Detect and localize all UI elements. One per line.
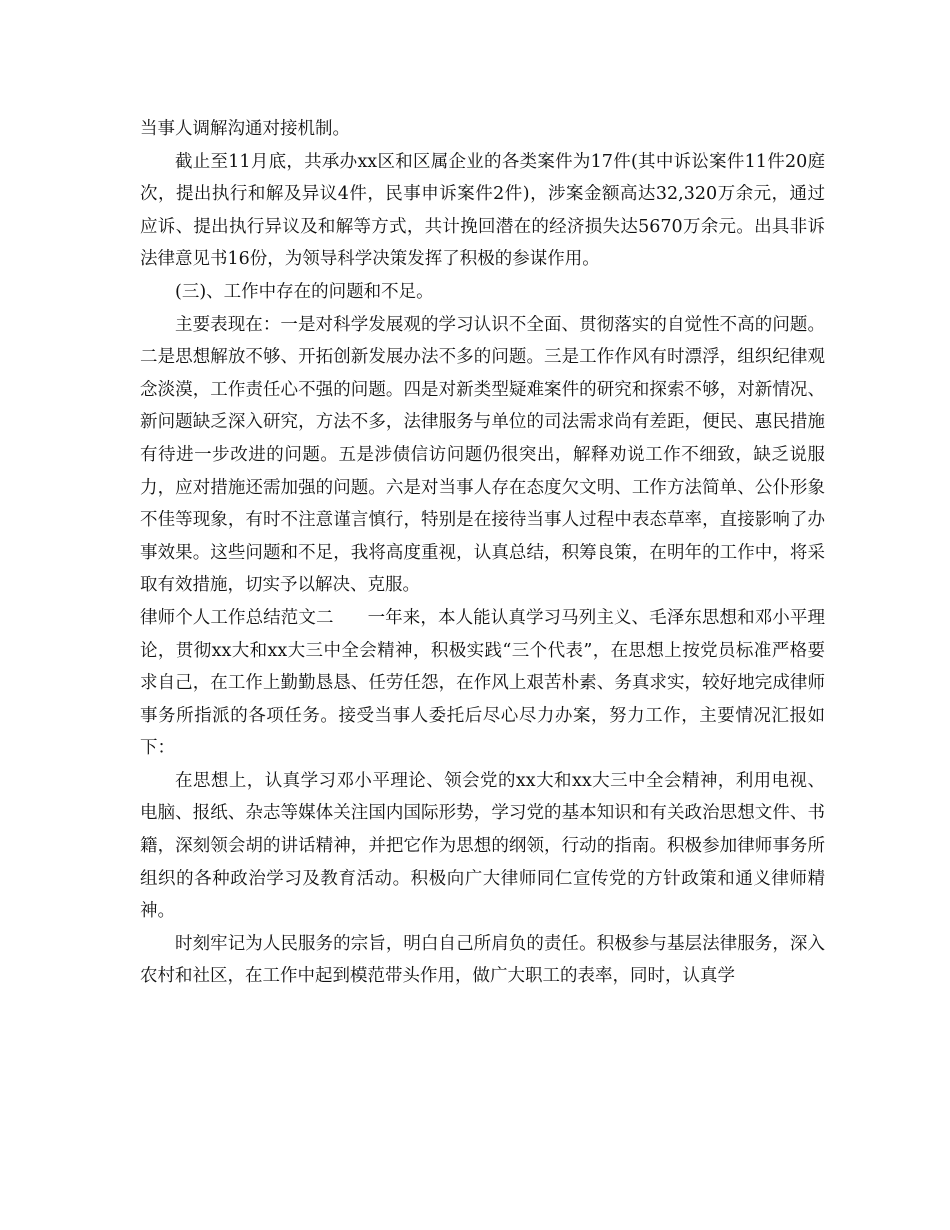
- article-title: 律师个人工作总结范文二: [140, 607, 334, 628]
- document-body: [140, 113, 825, 993]
- paragraph: [140, 602, 825, 765]
- paragraph-text: 一年来，本人能认真学习马列主义、毛泽东思想和邓小平理论，贯彻xx大和xx大三中全会精神，积极实践“三个代表”，在思想上按党员标准严格要求自己，在工作上勤勤恳恳、任劳任怨，在作风上艰苦朴素、务真求实，较好地完成律师事务所指派的各项任务。接受当事人委托后尽心尽力办案，努力工作，主要情况汇报如下：: [140, 607, 826, 759]
- paragraph: 截止至11月底，共承办xx区和区属企业的各类案件为17件(其中诉讼案件11件20庭次，提出执行和解及异议4件，民事申诉案件2件)，涉案金额高达32,320万余元，通过应诉、提出执行异议及和解等方式，共计挽回潜在的经济损失达5670万余元。出具非诉法律意见书16份，为领导科学决策发挥了积极的参谋作用。: [140, 151, 825, 270]
- section-heading: (三)、工作中存在的问题和不足。: [175, 281, 434, 302]
- paragraph: 当事人调解沟通对接机制。: [140, 119, 350, 139]
- paragraph: 在思想上，认真学习邓小平理论、领会党的xx大和xx大三中全会精神，利用电视、电脑、报纸、杂志等媒体关注国内国际形势，学习党的基本知识和有关政治思想文件、书籍，深刻领会胡的讲话精神，并把它作为思想的纲领，行动的指南。积极参加律师事务所组织的各种政治学习及教育活动。积极向广大律师同仁宣传党的方针政策和通义律师精神。: [140, 770, 825, 922]
- paragraph: 主要表现在：一是对科学发展观的学习认识不全面、贯彻落实的自觉性不高的问题。二是思想解放不够、开拓创新发展办法不多的问题。三是工作作风有时漂浮，组织纪律观念淡漠，工作责任心不强的问题。四是对新类型疑难案件的研究和探索不够，对新情况、新问题缺乏深入研究，方法不多，法律服务与单位的司法需求尚有差距，便民、惠民措施有待进一步改进的问题。五是涉债信访问题仍很突出，解释劝说工作不细致，缺乏说服力，应对措施还需加强的问题。六是对当事人存在态度欠文明、工作方法简单、公仆形象不佳等现象，有时不注意谨言慎行，特别是在接待当事人过程中表态草率，直接影响了办事效果。这些问题和不足，我将高度重视，认真总结，积筹良策，在明年的工作中，将采取有效措施，切实予以解决、克服。: [140, 314, 825, 596]
- paragraph: 时刻牢记为人民服务的宗旨，明白自己所肩负的责任。积极参与基层法律服务，深入农村和社区，在工作中起到模范带头作用，做广大职工的表率，同时，认真学: [140, 933, 825, 987]
